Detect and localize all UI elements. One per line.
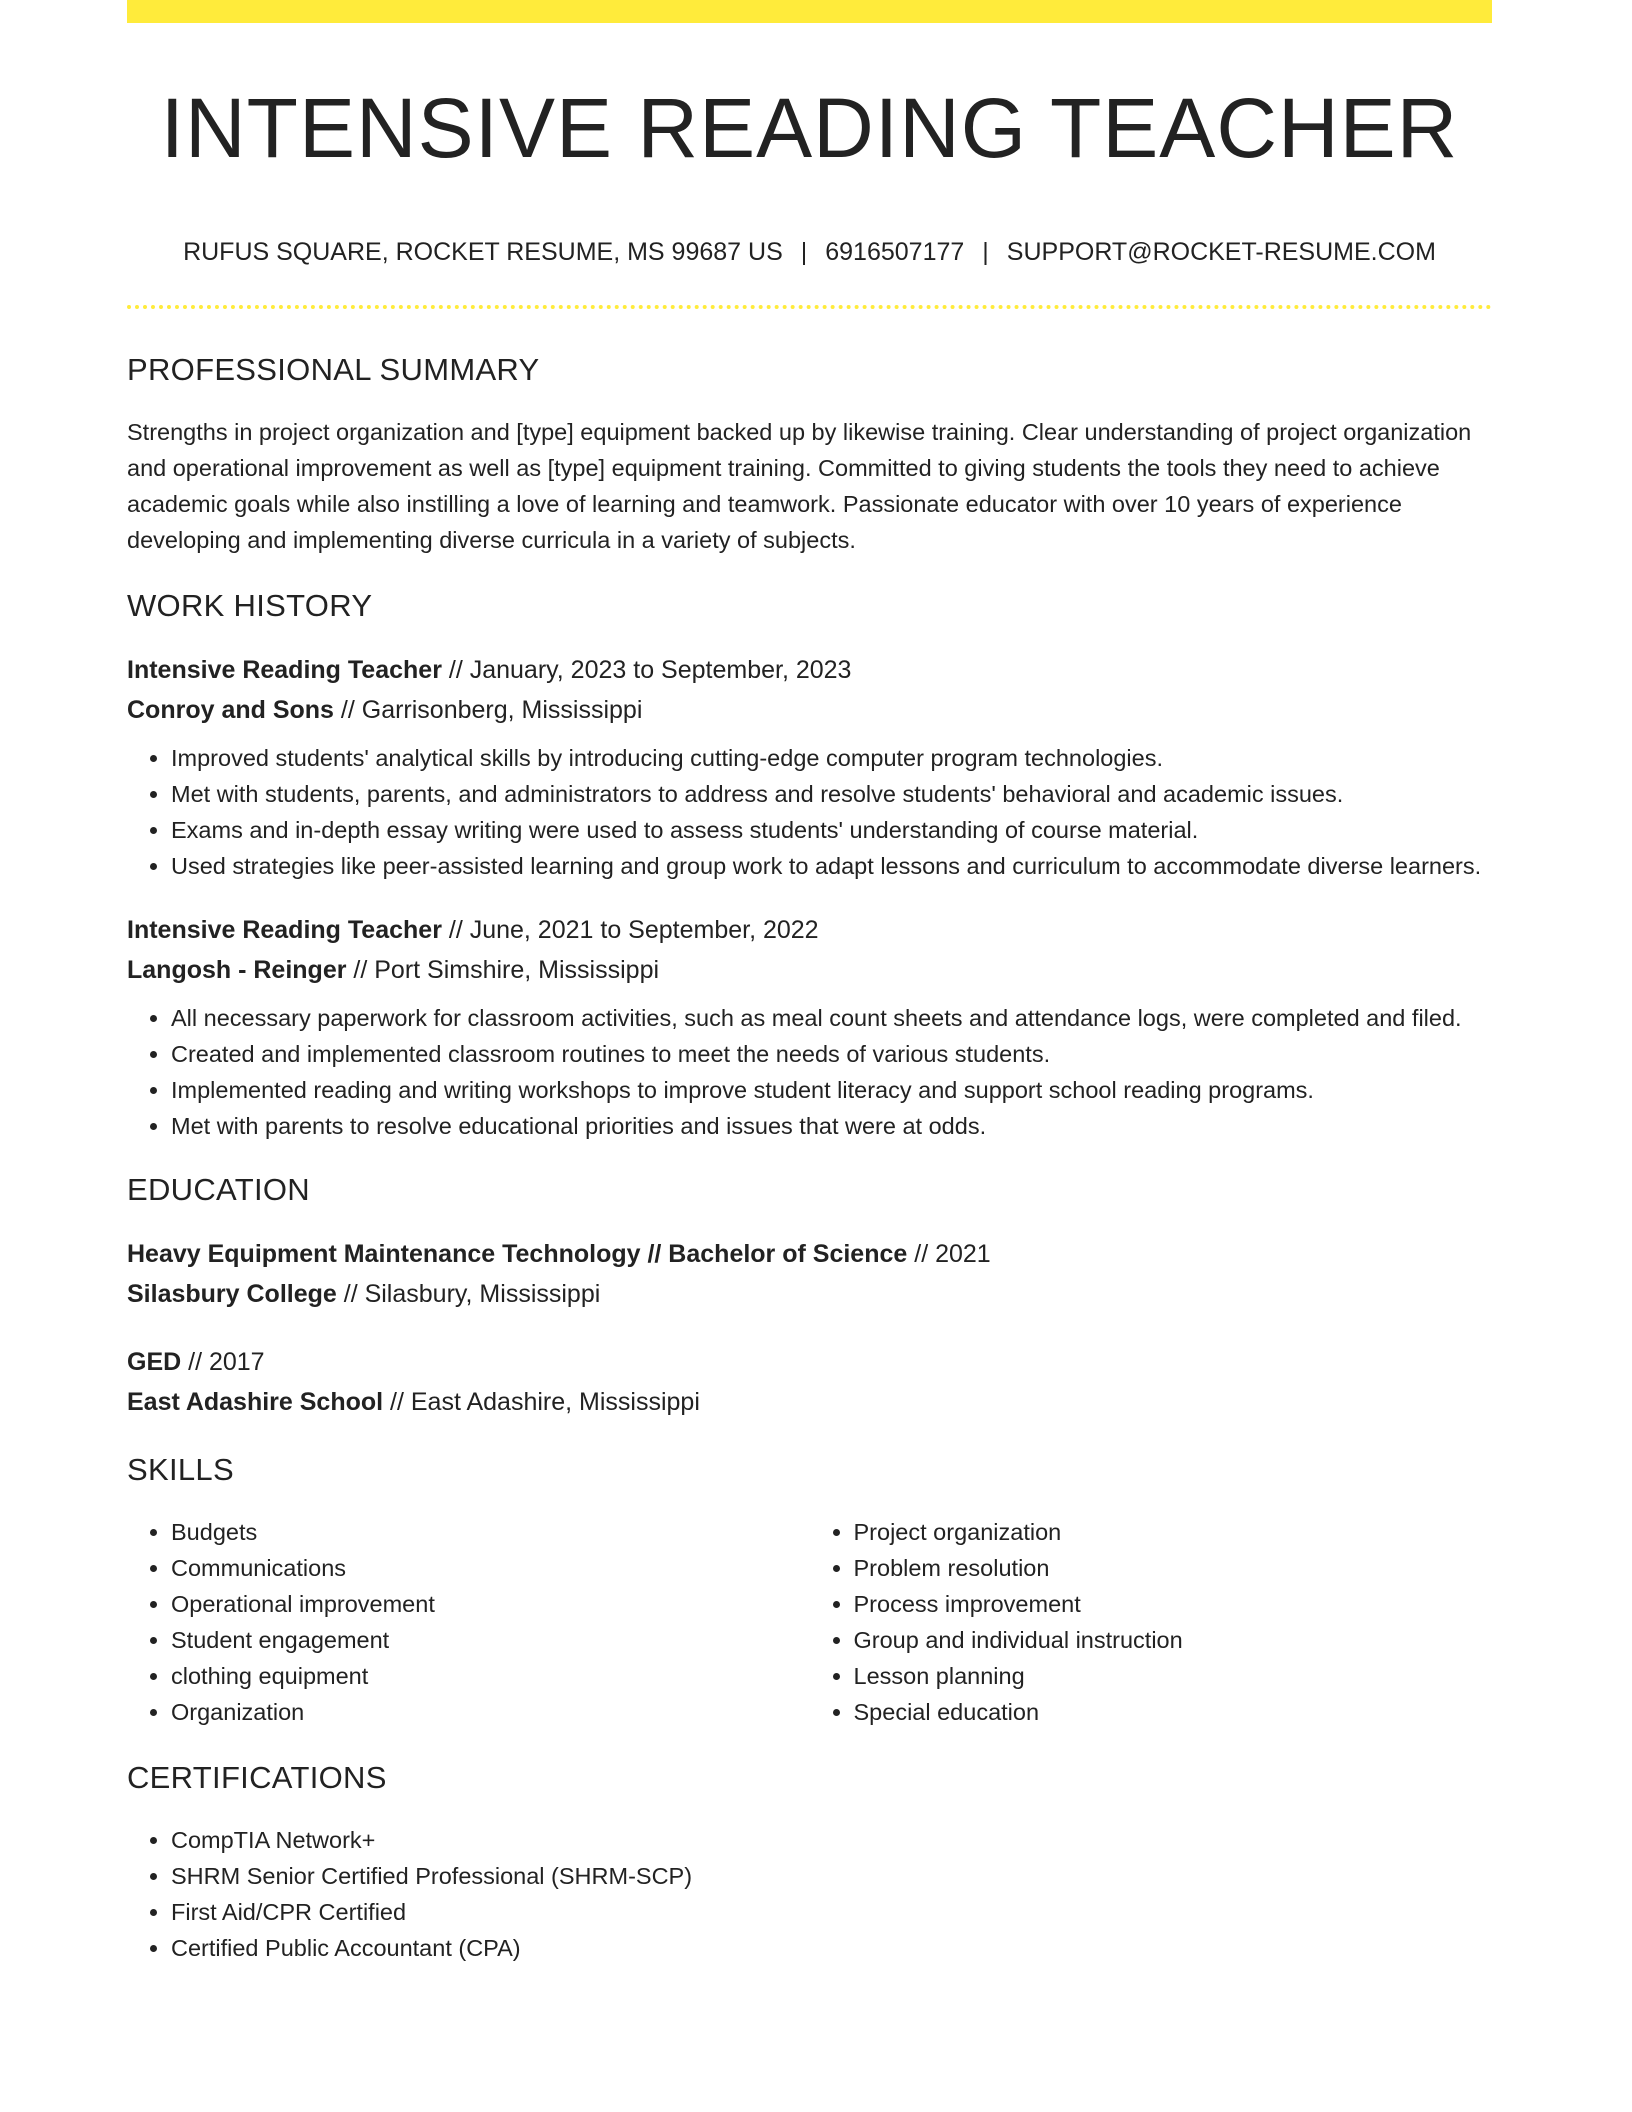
job-title: Intensive Reading Teacher [127,656,442,684]
list-item: • Communications [171,1550,810,1586]
skills-list-left [127,1514,810,1730]
education-entry [127,1234,1492,1314]
job-bullets [127,1000,1492,1144]
contact-separator: | [982,238,989,266]
company-name: Conroy and Sons [127,696,334,724]
list-item: • Budgets [171,1514,810,1550]
job-dates: // June, 2021 to September, 2022 [441,916,819,944]
list-item: • Project organization [854,1514,1493,1550]
dotted-divider [127,305,1492,309]
list-item: • Used strategies like peer-assisted learning and group work to adapt lessons and curriculum to accommodate diverse learners. [171,848,1492,884]
list-item: • Lesson planning [854,1658,1493,1694]
job-entry [127,910,1492,1144]
job-bullets [127,740,1492,884]
phone: 6916507177 [825,238,965,266]
list-item: • SHRM Senior Certified Professional (SHRM-SCP) [171,1858,1492,1894]
list-item: • Certified Public Accountant (CPA) [171,1930,1492,1966]
job-title-line [127,650,1492,690]
skills-columns [127,1514,1492,1730]
company-line [127,690,1492,730]
summary-section [127,350,1492,558]
list-item: • Organization [171,1694,810,1730]
school-line [127,1274,1492,1314]
summary-text: Strengths in project organization and [type] equipment backed up by likewise training. Clear understanding of project organization and operational improvement as well as [type] equipment training. Committed to giving students the tools they need to achieve academic goals while also instilling a love of learning and teamwork. Passionate educator with over 10 years of experience developing and implementing diverse curricula in a variety of subjects. [127,419,1472,553]
list-item: • Implemented reading and writing workshops to improve student literacy and support school reading programs. [171,1072,1492,1108]
list-item: • Group and individual instruction [854,1622,1493,1658]
school-location: // Silasbury, Mississippi [336,1280,601,1308]
company-name: Langosh - Reinger [127,956,347,984]
list-item: • CompTIA Network+ [171,1822,1492,1858]
list-item: • Created and implemented classroom routines to meet the needs of various students. [171,1036,1492,1072]
list-item: • First Aid/CPR Certified [171,1894,1492,1930]
job-entry [127,650,1492,884]
job-title: Intensive Reading Teacher [127,916,442,944]
skills-section [127,1450,1492,1730]
list-item: • All necessary paperwork for classroom activities, such as meal count sheets and attendance logs, were completed and filed. [171,1000,1492,1036]
list-item: • Special education [854,1694,1493,1730]
section-heading: EDUCATION [127,1172,310,1207]
job-dates: // January, 2023 to September, 2023 [441,656,852,684]
accent-bar [127,0,1492,23]
school-line [127,1382,1492,1422]
contact-separator: | [800,238,808,266]
school-name: Silasbury College [127,1280,337,1308]
degree-year: // 2021 [907,1240,991,1268]
resume-content [127,350,1492,1966]
list-item: • Operational improvement [171,1586,810,1622]
degree: GED [127,1348,182,1376]
company-line [127,950,1492,990]
section-heading: CERTIFICATIONS [127,1760,387,1795]
list-item: • clothing equipment [171,1658,810,1694]
section-heading: SKILLS [127,1452,234,1487]
list-item: • Exams and in-depth essay writing were used to assess students' understanding of course material. [171,812,1492,848]
list-item: • Problem resolution [854,1550,1493,1586]
resume-title: INTENSIVE READING TEACHER [160,81,1459,175]
list-item: • Improved students' analytical skills by introducing cutting-edge computer program technologies. [171,740,1492,776]
education-section [127,1170,1492,1422]
list-item: • Met with students, parents, and administrators to address and resolve students' behavioral and academic issues. [171,776,1492,812]
company-location: // Garrisonberg, Mississippi [333,696,643,724]
list-item: • Met with parents to resolve educational priorities and issues that were at odds. [171,1108,1492,1144]
education-entry [127,1342,1492,1422]
section-heading: WORK HISTORY [127,588,373,623]
contact-line [127,236,1492,268]
company-location: // Port Simshire, Mississippi [346,956,660,984]
certifications-section [127,1758,1492,1966]
school-name: East Adashire School [127,1388,384,1416]
degree-line [127,1234,1492,1274]
job-title-line [127,910,1492,950]
degree-year: // 2017 [181,1348,265,1376]
skills-list-right [810,1514,1493,1730]
list-item: • Process improvement [854,1586,1493,1622]
address: RUFUS SQUARE, ROCKET RESUME, MS 99687 US [183,238,783,266]
email-link[interactable]: SUPPORT@ROCKET-RESUME.COM [1006,238,1436,266]
school-location: // East Adashire, Mississippi [383,1388,700,1416]
certifications-list [127,1822,1492,1966]
degree: Heavy Equipment Maintenance Technology // Bachelor of Science [127,1240,908,1268]
work-history-section [127,586,1492,1144]
section-heading: PROFESSIONAL SUMMARY [127,352,540,387]
list-item: • Student engagement [171,1622,810,1658]
degree-line [127,1342,1492,1382]
